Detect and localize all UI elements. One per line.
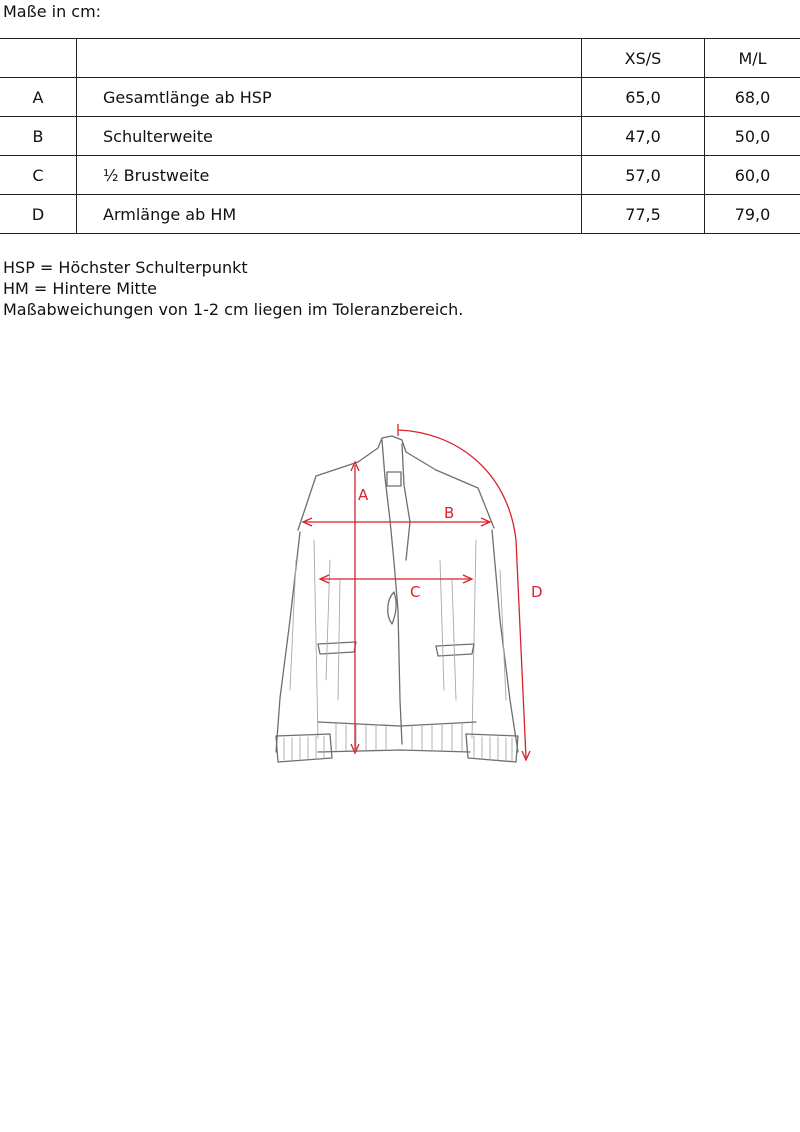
note-hm: HM = Hintere Mitte — [3, 279, 157, 298]
row-value-xs-s: 65,0 — [582, 78, 705, 117]
header-cell-m-l: M/L — [705, 39, 800, 78]
measure-label-c: C — [410, 583, 421, 601]
row-value-m-l: 68,0 — [705, 78, 800, 117]
jacket-drawing — [276, 436, 518, 762]
row-code: B — [0, 117, 77, 156]
measure-label-d: D — [531, 583, 543, 601]
note-tolerance: Maßabweichungen von 1-2 cm liegen im Toleranzbereich. — [3, 300, 464, 319]
row-label: Schulterweite — [77, 117, 582, 156]
row-value-m-l: 60,0 — [705, 156, 800, 195]
note-hsp: HSP = Höchster Schulterpunkt — [3, 258, 248, 277]
row-value-xs-s: 47,0 — [582, 117, 705, 156]
header-cell-xs-s: XS/S — [582, 39, 705, 78]
measurement-lines — [303, 424, 543, 760]
row-value-m-l: 79,0 — [705, 195, 800, 234]
row-label: Gesamtlänge ab HSP — [77, 78, 582, 117]
row-code: A — [0, 78, 77, 117]
measure-label-a: A — [358, 486, 369, 504]
measure-label-b: B — [444, 504, 455, 522]
page-heading: Maße in cm: — [3, 2, 102, 21]
row-label: Armlänge ab HM — [77, 195, 582, 234]
row-value-xs-s: 57,0 — [582, 156, 705, 195]
row-code: D — [0, 195, 77, 234]
row-label: ½ Brustweite — [77, 156, 582, 195]
row-value-m-l: 50,0 — [705, 117, 800, 156]
row-code: C — [0, 156, 77, 195]
row-value-xs-s: 77,5 — [582, 195, 705, 234]
